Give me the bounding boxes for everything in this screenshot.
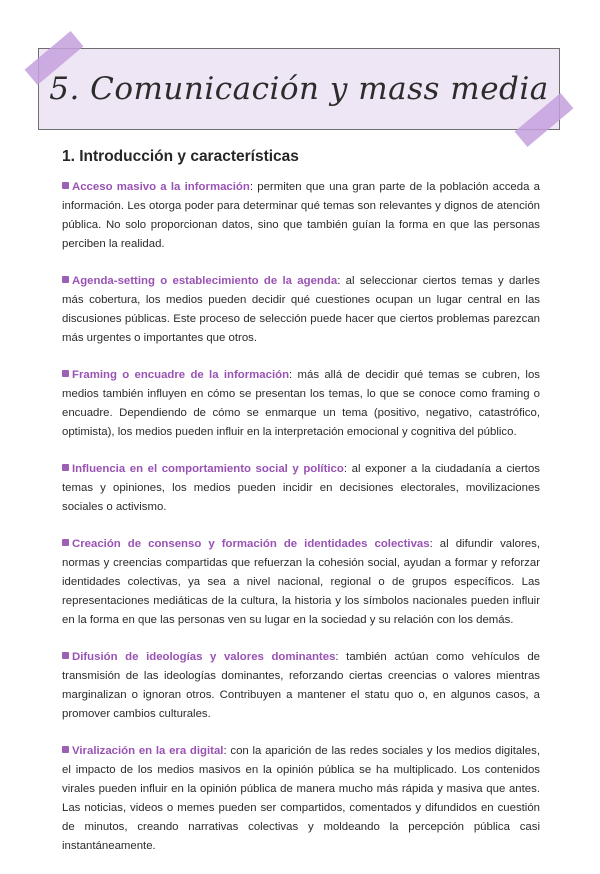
list-item: [62, 535, 540, 630]
list-item: [62, 742, 540, 856]
bullet-icon: [62, 539, 69, 546]
bullet-icon: [62, 182, 69, 189]
bullet-icon: [62, 464, 69, 471]
title-box: [38, 48, 560, 130]
bullet-icon: [62, 746, 69, 753]
item-text: : al seleccionar ciertos temas y darles más cobertura, los medios pueden decidir qué cuestiones ocupan un lugar central en las discusiones públicas. Este proceso de selección puede hacer que ciertos problemas parezcan más urgentes o importantes que otros.: [62, 275, 540, 344]
item-text: : al exponer a la ciudadanía a ciertos temas y opiniones, los medios pueden incidir en decisiones electorales, movilizaciones sociales o activismo.: [62, 463, 540, 513]
item-text: : más allá de decidir qué temas se cubren, los medios también influyen en cómo se presentan los temas, lo que se conoce como framing o encuadre. Dependiendo de cómo se enmarque un tema (positivo, negativo, catastrófico, optimista), los medios pueden influir en la interpretación emocional y cognitiva del público.: [62, 369, 540, 438]
list-item: [62, 648, 540, 724]
list-item: [62, 460, 540, 517]
section-heading: 1. Introducción y características: [62, 148, 299, 165]
item-term: Influencia en el comportamiento social y político: [72, 463, 344, 475]
item-term: Viralización en la era digital: [72, 745, 224, 757]
list-item: [62, 366, 540, 442]
bullet-list: [62, 178, 540, 874]
list-item: [62, 178, 540, 254]
page-title: 5. Comunicación y mass media: [49, 71, 549, 107]
item-term: Acceso masivo a la información: [72, 181, 250, 193]
title-banner: [38, 48, 560, 130]
item-text: : también actúan como vehículos de transmisión de las ideologías dominantes, reforzando ciertas creencias o valores mientras marginalizan o ignoran otros. Contribuyen a mantener el statu quo o, en algunos casos, a promover cambios culturales.: [62, 651, 541, 720]
item-text: : con la aparición de las redes sociales y los medios digitales, el impacto de los medios masivos en la opinión pública se ha multiplicado. Los contenidos virales pueden influir en la opinión pública de manera mucho más rápida y masiva que antes. Las noticias, videos o memes pueden ser compartidos, comentados y difundidos en cuestión de minutos, creando narrativas colectivas y moldeando la percepción pública casi instantáneamente.: [62, 745, 540, 852]
item-term: Creación de consenso y formación de identidades colectivas: [72, 538, 430, 550]
bullet-icon: [62, 652, 69, 659]
item-text: : permiten que una gran parte de la población acceda a información. Les otorga poder para determinar qué temas son relevantes y dignos de atención pública. No solo proporcionan datos, sino que también guían la forma en que las personas perciben la realidad.: [62, 181, 540, 250]
item-term: Difusión de ideologías y valores dominantes: [72, 651, 336, 663]
item-term: Agenda-setting o establecimiento de la agenda: [72, 275, 338, 287]
bullet-icon: [62, 370, 69, 377]
item-text: : al difundir valores, normas y creencias compartidas que refuerzan la cohesión social, ayudan a formar y reforzar identidades colectivas, ya sea a nivel nacional, regional o de grupos específicos. Las representaciones mediáticas de la cultura, la historia y los símbolos nacionales pueden influir en la forma en que las personas ven su lugar en la sociedad y su relación con los demás.: [62, 538, 540, 626]
item-term: Framing o encuadre de la información: [72, 369, 290, 381]
list-item: [62, 272, 540, 348]
bullet-icon: [62, 276, 69, 283]
